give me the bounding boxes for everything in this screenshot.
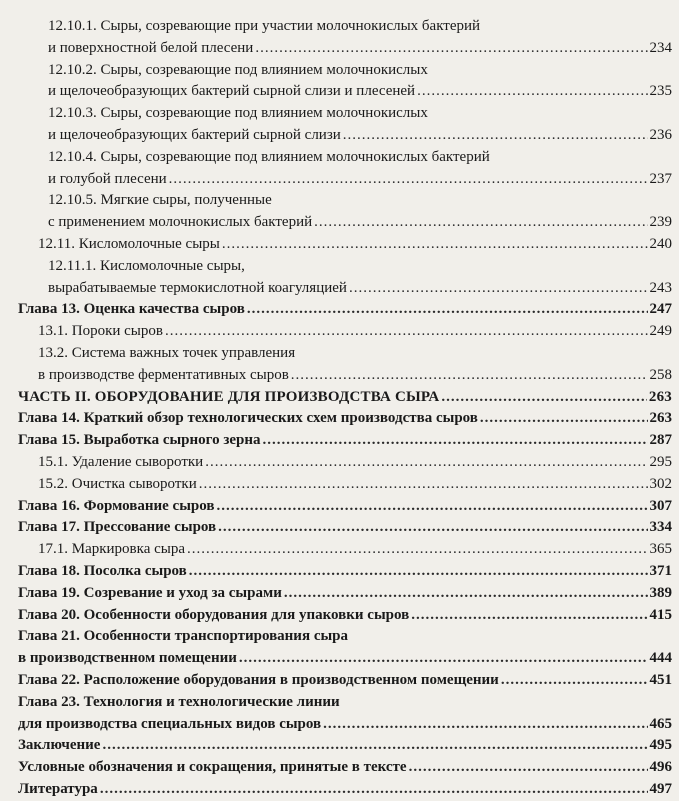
toc-page-number: 258 bbox=[649, 366, 672, 383]
toc-entry-title-line: и голубой плесени bbox=[48, 170, 167, 187]
toc-page-number: 295 bbox=[649, 453, 672, 470]
toc-entry bbox=[0, 626, 672, 670]
dot-leader bbox=[417, 81, 647, 103]
dot-leader bbox=[205, 452, 647, 474]
toc-entry bbox=[0, 670, 672, 692]
toc-page-number: 236 bbox=[649, 126, 672, 143]
toc-entry-row bbox=[18, 387, 672, 409]
toc-page-number: 240 bbox=[649, 235, 672, 252]
toc-page-number: 247 bbox=[649, 301, 672, 318]
toc-entry-title-line: вырабатываемые термокислотной коагуляцией bbox=[48, 279, 347, 296]
toc-entry bbox=[0, 321, 672, 343]
dot-leader bbox=[222, 234, 648, 256]
toc-entry-row bbox=[48, 169, 672, 191]
toc-entry-title-line: Глава 15. Выработка сырного зерна bbox=[18, 432, 261, 449]
toc-entry bbox=[0, 408, 672, 430]
toc-entry-row bbox=[48, 38, 672, 60]
toc-entry-title-line: и щелочеобразующих бактерий сырной слизи bbox=[48, 126, 341, 143]
toc-entry-title-line: для производства специальных видов сыров bbox=[18, 715, 322, 732]
dot-leader bbox=[263, 430, 648, 452]
toc-page-number: 334 bbox=[649, 519, 672, 536]
toc-entry bbox=[0, 234, 672, 256]
toc-entry-title-line: и поверхностной белой плесени bbox=[48, 39, 254, 56]
dot-leader bbox=[102, 735, 647, 757]
toc-entry-row bbox=[18, 757, 672, 779]
dot-leader bbox=[349, 278, 648, 300]
toc-entry bbox=[0, 147, 672, 191]
toc-page-number: 451 bbox=[649, 671, 672, 688]
toc-page-number: 495 bbox=[649, 737, 672, 754]
toc-entry bbox=[0, 474, 672, 496]
dot-leader bbox=[218, 517, 647, 539]
dot-leader bbox=[165, 321, 648, 343]
toc-entry-row bbox=[18, 648, 672, 670]
toc-entry-title-line: Заключение bbox=[18, 737, 101, 754]
dot-leader bbox=[441, 387, 646, 409]
toc-page-number: 243 bbox=[649, 279, 672, 296]
toc-page-number: 239 bbox=[649, 214, 672, 231]
dot-leader bbox=[323, 714, 647, 736]
toc-entry bbox=[0, 692, 672, 736]
toc-page-number: 302 bbox=[649, 475, 672, 492]
toc-entry-title-line: в производстве ферментативных сыров bbox=[38, 366, 289, 383]
toc-entry-title-line: 15.2. Очистка сыворотки bbox=[38, 475, 197, 492]
toc-entry-row bbox=[48, 212, 672, 234]
toc-entry-title-line: 12.11. Кисломолочные сыры bbox=[38, 235, 220, 252]
dot-leader bbox=[239, 648, 648, 670]
toc-entry-row bbox=[18, 714, 672, 736]
toc-entry-title-line: Глава 20. Особенности оборудования для упаковки сыров bbox=[18, 606, 410, 623]
toc-entry-row bbox=[18, 779, 672, 801]
toc-entry-row bbox=[18, 408, 672, 430]
dot-leader bbox=[100, 779, 648, 801]
toc-entry-row bbox=[18, 430, 672, 452]
toc-entry-title-line: 12.11.1. Кисломолочные сыры, bbox=[48, 257, 245, 274]
dot-leader bbox=[189, 561, 648, 583]
table-of-contents bbox=[0, 16, 679, 801]
dot-leader bbox=[217, 496, 648, 518]
toc-entry-row bbox=[38, 474, 672, 496]
toc-entry-title-line: с применением молочнокислых бактерий bbox=[48, 214, 313, 231]
toc-entry bbox=[0, 757, 672, 779]
toc-entry-title-line: Глава 22. Расположение оборудования в производственном помещении bbox=[18, 671, 499, 688]
toc-page-number: 497 bbox=[649, 780, 672, 797]
toc-entry-row bbox=[38, 539, 672, 561]
toc-entry bbox=[0, 517, 672, 539]
toc-page-number: 365 bbox=[649, 541, 672, 558]
toc-entry bbox=[0, 387, 672, 409]
toc-entry-title-line: 12.10.5. Мягкие сыры, полученные bbox=[48, 192, 272, 209]
toc-entry-title-line: Глава 23. Технология и технологические линии bbox=[18, 693, 340, 710]
dot-leader bbox=[247, 299, 648, 321]
toc-entry-row bbox=[18, 735, 672, 757]
dot-leader bbox=[480, 408, 648, 430]
toc-entry bbox=[0, 779, 672, 801]
toc-entry bbox=[0, 496, 672, 518]
toc-entry-row bbox=[18, 517, 672, 539]
toc-entry-title-line: Глава 13. Оценка качества сыров bbox=[18, 301, 245, 318]
toc-page-number: 465 bbox=[649, 715, 672, 732]
toc-page-number: 287 bbox=[649, 432, 672, 449]
toc-entry-title-line: 12.10.4. Сыры, созревающие под влиянием молочнокислых бактерий bbox=[48, 148, 490, 165]
toc-entry bbox=[0, 561, 672, 583]
dot-leader bbox=[284, 583, 648, 605]
toc-entry-row bbox=[18, 605, 672, 627]
toc-entry-title-line: Глава 21. Особенности транспортирования сыра bbox=[18, 628, 349, 645]
toc-page-number: 237 bbox=[649, 170, 672, 187]
dot-leader bbox=[255, 38, 647, 60]
dot-leader bbox=[291, 365, 648, 387]
toc-entry-row bbox=[48, 278, 672, 300]
toc-entry-row bbox=[18, 583, 672, 605]
dot-leader bbox=[199, 474, 648, 496]
toc-entry-title-line: Глава 14. Краткий обзор технологических схем производства сыров bbox=[18, 410, 478, 427]
toc-entry bbox=[0, 539, 672, 561]
toc-entry-row bbox=[18, 670, 672, 692]
toc-entry-title-line: ЧАСТЬ II. ОБОРУДОВАНИЕ ДЛЯ ПРОИЗВОДСТВА СЫРА bbox=[18, 388, 440, 405]
toc-entry bbox=[0, 583, 672, 605]
toc-page-number: 444 bbox=[649, 650, 672, 667]
toc-page-number: 389 bbox=[649, 584, 672, 601]
toc-entry-title-line: Глава 19. Созревание и уход за сырами bbox=[18, 584, 282, 601]
toc-entry bbox=[0, 735, 672, 757]
toc-entry bbox=[0, 605, 672, 627]
toc-entry-row bbox=[18, 496, 672, 518]
toc-entry-row bbox=[38, 365, 672, 387]
toc-entry-title-line: 17.1. Маркировка сыра bbox=[38, 541, 186, 558]
toc-entry-title-line: Глава 16. Формование сыров bbox=[18, 497, 215, 514]
toc-entry-row bbox=[38, 321, 672, 343]
dot-leader bbox=[409, 757, 648, 779]
toc-page-number: 263 bbox=[649, 410, 672, 427]
toc-entry bbox=[0, 103, 672, 147]
dot-leader bbox=[314, 212, 647, 234]
toc-entry-title-line: Глава 17. Прессование сыров bbox=[18, 519, 217, 536]
toc-entry-row bbox=[38, 452, 672, 474]
toc-entry-title-line: 15.1. Удаление сыворотки bbox=[38, 453, 204, 470]
toc-entry-title-line: 12.10.2. Сыры, созревающие под влиянием молочнокислых bbox=[48, 61, 428, 78]
toc-entry-title-line: в производственном помещении bbox=[18, 650, 237, 667]
toc-entry-row bbox=[38, 234, 672, 256]
toc-page-number: 234 bbox=[649, 39, 672, 56]
toc-entry-title-line: Условные обозначения и сокращения, принятые в тексте bbox=[18, 759, 407, 776]
toc-entry-title-line: 12.10.1. Сыры, созревающие при участии молочнокислых бактерий bbox=[48, 18, 481, 34]
dot-leader bbox=[343, 125, 648, 147]
toc-page-number: 371 bbox=[649, 562, 672, 579]
toc-entry-row bbox=[18, 299, 672, 321]
toc-entry-title-line: 13.1. Пороки сыров bbox=[38, 323, 163, 340]
toc-entry-row bbox=[48, 81, 672, 103]
toc-page-number: 263 bbox=[648, 388, 672, 405]
dot-leader bbox=[411, 605, 647, 627]
toc-page-number: 415 bbox=[649, 606, 672, 623]
toc-page-number: 496 bbox=[649, 759, 672, 776]
toc-entry-title-line: и щелочеобразующих бактерий сырной слизи и плесеней bbox=[48, 83, 416, 100]
toc-entry bbox=[0, 299, 672, 321]
toc-page-number: 235 bbox=[649, 83, 672, 100]
toc-entry bbox=[0, 16, 672, 60]
toc-entry-title-line: 12.10.3. Сыры, созревающие под влиянием молочнокислых bbox=[48, 105, 428, 122]
toc-entry-title-line: 13.2. Система важных точек управления bbox=[38, 344, 296, 361]
toc-entry bbox=[0, 343, 672, 387]
toc-entry-title-line: Глава 18. Посолка сыров bbox=[18, 562, 187, 579]
toc-entry bbox=[0, 60, 672, 104]
dot-leader bbox=[501, 670, 648, 692]
toc-entry-title-line: Литература bbox=[18, 780, 98, 797]
toc-entry bbox=[0, 190, 672, 234]
dot-leader bbox=[169, 169, 648, 191]
dot-leader bbox=[187, 539, 647, 561]
toc-entry bbox=[0, 452, 672, 474]
toc-entry bbox=[0, 256, 672, 300]
toc-entry bbox=[0, 430, 672, 452]
toc-entry-row bbox=[18, 561, 672, 583]
toc-entry-row bbox=[48, 125, 672, 147]
toc-page-number: 307 bbox=[649, 497, 672, 514]
toc-page-number: 249 bbox=[649, 323, 672, 340]
